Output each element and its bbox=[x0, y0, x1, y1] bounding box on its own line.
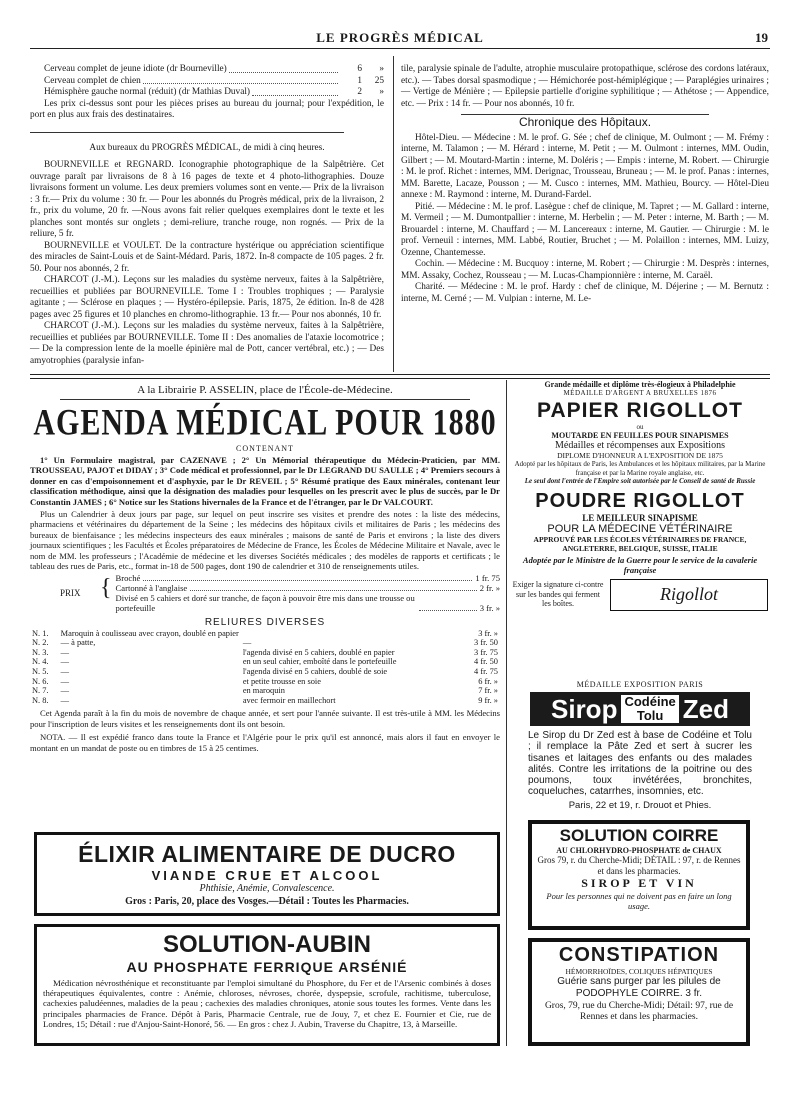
reliure-cell: et petite trousse en soie bbox=[242, 676, 321, 686]
rigollot-medailles: Médailles et récompenses aux Expositions bbox=[555, 440, 725, 451]
book-listing: CHARCOT (J.-M.). Leçons sur les maladies du système nerveux, faites à la Salpêtrière, recueillies et publiées par BOURNEVILLE. Tome I : Troubles trophiques ; — Paralysie agitante ; — Sclérose en plaques ; — Hystéro-épilepsie. Paris, 1875, 2e édition. In-8 de 428 pages avec 25 figures et 10 planches en chromo-lithographie. 13 fr.— Pour nos abonnés, 10 fr. bbox=[30, 275, 384, 320]
reliure-cell: — bbox=[60, 676, 70, 686]
top-right-column bbox=[401, 64, 769, 372]
constipation-address: Gros, 79, rue du Cherche-Midi; Détail: 97, rue de Rennes et dans les pharmacies. bbox=[544, 1001, 734, 1022]
reliure-row bbox=[30, 638, 500, 648]
price-line: Hémisphère gauche normal (réduit) (dr Mathias Duval) 2 » bbox=[44, 87, 384, 97]
rigollot-russie: Le seul dont l'entrée de l'Empire soit autorisée par le Conseil de santé de Russie bbox=[524, 477, 756, 485]
aubin-text: Médication névrosthénique et reconstituante par l'emploi simultané du Phosphore, du Fer et de l'Arsenic combinés à doses thérapeutiques équivalentes, contre : Anémie, chloroses, névroses, chorée, dyspepsie, scrofule, rachitisme, tuberculose, cachexies paludéennes, maladies de la peau ; cachexies des maladies chroniques, atonie sous toutes les formes. Vente dans les principales pharmacies de France. Dépôt à Paris, Pharmacie Centrale, rue de Jouy, 7, et chez E. Fournier et Cie, rue de Londres, 15; Détail : rue d'Anjou-Saint-Honoré, 56. — En gros : chez J. Aubin, Traverse du Chapitre, 13, à Marseille. bbox=[43, 978, 491, 1029]
book-listing: BOURNEVILLE et VOULET. De la contracture hystérique ou appréciation scientifique des miracles de Saint-Louis et de Saint-Médard. Paris, 1872. In-8 compacte de 105 pages. 2 fr. 50. Pour nos abonnés, 2 fr. bbox=[30, 240, 384, 274]
book-listing: BOURNEVILLE et REGNARD. Iconographie photographique de la Salpêtrière. Cet ouvrage paraît par livraisons de 8 à 16 pages de texte et 4 photo-lithographies. Douze livraisons forment un volume. Les deux premiers volumes sont en vente.— Prix de la livraison : 3 fr.— Prix du volume : 30 fr. — Pour les abonnés du Progrès médical, prix de la livraison, 2 fr., prix du volume, 20 fr. —Nous avons fait relier quelques exemplaires dont le texte et les planches sont montés sur onglets ; demi-reliure, tranche rouge, non rognés. — Prix de la reliure, 5 fr. bbox=[30, 160, 384, 239]
rigollot-ou: ou bbox=[636, 423, 644, 431]
brace-icon: { bbox=[100, 575, 112, 602]
sirop-address: Paris, 22 et 19, r. Drouot et Phies. bbox=[568, 799, 712, 811]
aubin-ad bbox=[34, 924, 500, 1046]
rigollot-approuve: APPROUVÉ PAR LES ÉCOLES VÉTÉRINAIRES DE FRANCE, ANGLETERRE, BELGIQUE, SUISSE, ITALIE bbox=[533, 534, 747, 553]
reliure-cell: l'agenda divisé en 5 cahiers, doublé de soie bbox=[242, 667, 388, 677]
page-number: 19 bbox=[755, 30, 768, 45]
reliure-cell: N. 6. bbox=[32, 676, 49, 686]
prices-note: Les prix ci-dessus sont pour les pièces prises au bureau du journal; pour l'expédition, le port en plus aux frais des destinataires. bbox=[30, 98, 384, 120]
column-divider bbox=[506, 380, 507, 1046]
ducro-sub: VIANDE CRUE ET ALCOOL bbox=[151, 868, 383, 883]
prix-block bbox=[30, 574, 500, 613]
papier-rigollot: PAPIER RIGOLLOT bbox=[537, 399, 743, 422]
bureaux-line: Aux bureaux du PROGRÈS MÉDICAL, de midi à cinq heures. bbox=[89, 142, 325, 153]
rigollot-signature-block bbox=[512, 579, 768, 611]
coirre-note: Pour les personnes qui ne doivent pas en faire un long usage. bbox=[546, 891, 732, 911]
reliure-cell: 3 fr. 75 bbox=[474, 647, 498, 657]
reliure-cell: — à patte, bbox=[60, 638, 96, 648]
column-divider bbox=[393, 56, 394, 372]
rigollot-adopte: Adopté par les hôpitaux de Paris, les Ambulances et les hôpitaux militaires, par la Marine française et par la Marine royale anglaise, etc. bbox=[514, 460, 766, 477]
reliure-row bbox=[30, 686, 500, 696]
section-divider bbox=[30, 374, 770, 379]
reliure-cell: 6 fr. » bbox=[478, 676, 498, 686]
page-header bbox=[30, 26, 770, 49]
reliure-cell: 4 fr. 50 bbox=[474, 657, 498, 667]
hospital-listing: Pitié. — Médecine : M. le prof. Lasègue : chef de clinique, M. Tapret ; — M. Gallard : interne, M. Vermeil ; — M. Dumontpallier : interne, M. Herbelin ; — M. Peter : interne, M. Barth ; — M. Brouardel : interne, M. Chauffard ; — M. Lancereaux : interne, M. Gautier. — Chirurgie : M. le prof. Verneuil : internes, MM. Labbé, Routier, Bruchet ; — M. Polaillon : internes, MM. Luizy, Ozenne, Chantemesse. bbox=[401, 201, 769, 258]
sirop-brand-center: Codéine Tolu bbox=[621, 695, 678, 723]
divider bbox=[30, 132, 344, 133]
coirre-ad bbox=[528, 820, 750, 930]
coirre-sirop: SIROP ET VIN bbox=[581, 876, 697, 890]
sirop-medal: MÉDAILLE EXPOSITION PARIS bbox=[576, 680, 704, 689]
reliures-title: RELIURES DIVERSES bbox=[204, 616, 326, 628]
prix-row: Divisé en 5 cahiers et doré sur tranche, de façon à pouvoir être mis dans une trousse ou portefeuille 3 fr. » bbox=[115, 593, 500, 613]
continued-text: tile, paralysie spinale de l'adulte, atrophie musculaire protopathique, sclérose des cordons latéraux, etc.). — Tabes dorsal spasmodique ; — Hémichorée post-hémiplégique ; — Paraplégies urinaires ; — Vertige de Ménière ; — Epilepsie partielle d'origine syphilitique ; — Athétose ; — Appendice, etc. — Prix : 14 fr. — Pour nos abonnés, 10 fr. bbox=[401, 64, 769, 109]
librairie-line: A la Librairie P. ASSELIN, place de l'École-de-Médecine. bbox=[137, 384, 393, 396]
rigollot-award: Grande médaille et diplôme très-élogieux à Philadelphie bbox=[544, 380, 736, 389]
divider bbox=[60, 399, 470, 400]
hospital-listing: Cochin. — Médecine : M. Bucquoy : interne, M. Robert ; — Chirurgie : M. Desprès : internes, MM. Assaky, Cochez, Rousseau ; — M. Lucas-Championnière : interne, M. Caraël. bbox=[401, 259, 769, 281]
reliure-cell: — bbox=[60, 657, 70, 667]
poudre-rigollot: POUDRE RIGOLLOT bbox=[535, 489, 745, 512]
reliure-row bbox=[30, 629, 500, 639]
reliure-cell: Maroquin à coulisseau avec crayon, doublé en papier bbox=[60, 628, 239, 638]
agenda-contents: 1° Un Formulaire magistral, par CAZENAVE ; 2° Un Mémorial thérapeutique du Médecin-Praticien, par MM. TROUSSEAU, PAJOT et DIDAY ; 3° Code médical et professionnel, par le Dr LEGRAND DU SAULLE ; 4° Premiers secours à donner en cas d'empoisonnement et d'asphyxie, par le Dr REVEIL ; 5° Résumé pratique des Eaux minérales, contenant leur classification méthodique, ainsi que la désignation des maladies pour lesquelles on les prescrit avec le plus de succès, par le Dr Constantin JAMES ; 6° Notice sur les Stations hivernales de la France et de l'étranger, par le Dr VALCOURT. bbox=[30, 455, 500, 507]
reliure-cell: — bbox=[242, 638, 252, 648]
sirop-zed-ad bbox=[512, 680, 768, 812]
constipation-title: CONSTIPATION bbox=[558, 944, 720, 966]
reliure-cell: 3 fr. » bbox=[478, 628, 498, 638]
reliure-row bbox=[30, 648, 500, 658]
reliure-cell: N. 1. bbox=[32, 628, 49, 638]
reliure-row bbox=[30, 657, 500, 667]
sirop-text: Le Sirop du Dr Zed est à base de Codéine et Tolu ; il remplace la Pâte Zed et sert à sucrer les tisanes et laitages des enfants ou des malades alités. Contre les irritations de la poitrine ou des poumons, toux invétérées, bronchites, coqueluches, catarrhes, insomnies, etc. bbox=[528, 730, 752, 798]
rigollot-signature: Rigollot bbox=[610, 579, 768, 611]
ducro-address: Gros : Paris, 20, place des Vosges.—Détail : Toutes les Pharmacies. bbox=[125, 896, 409, 907]
constipation-ad bbox=[528, 938, 750, 1046]
reliure-cell: l'agenda divisé en 5 cahiers, doublé en papier bbox=[242, 647, 395, 657]
reliure-row bbox=[30, 667, 500, 677]
agenda-title: AGENDA MÉDICAL POUR 1880 bbox=[33, 401, 497, 443]
book-listing: CHARCOT (J.-M.). Leçons sur les maladies du système nerveux, faites à la Salpêtrière, recueillies et publiées par BOURNEVILLE. Tome II : Des anomalies de l'ataxie locomotrice ; — De la compression lente de la moelle épinière mal de Pott, cancer vertébral, etc.) ; — Des amyotrophies (paralysie infan- bbox=[30, 321, 384, 366]
top-left-column bbox=[30, 64, 384, 366]
reliure-cell: — bbox=[60, 667, 70, 677]
reliure-cell: avec fermoir en maillechort bbox=[242, 695, 336, 705]
rigollot-ad bbox=[512, 380, 768, 670]
reliure-cell: 9 fr. » bbox=[478, 695, 498, 705]
reliure-cell bbox=[241, 629, 461, 639]
chronique-title: Chronique des Hôpitaux. bbox=[518, 115, 652, 129]
rigollot-sinapisme: LE MEILLEUR SINAPISME bbox=[582, 512, 698, 523]
rigollot-exiger: Exiger la signature ci-contre sur les bandes qui ferment les boîtes. bbox=[512, 580, 604, 609]
reliure-cell: 3 fr. 50 bbox=[474, 638, 498, 648]
reliure-cell: en maroquin bbox=[242, 686, 285, 696]
price-line: Cerveau complet de chien 1 25 bbox=[44, 75, 384, 86]
hospital-listing: Charité. — Médecine : M. le prof. Hardy : chef de clinique, M. Déjerine ; — M. Bernutz : interne, M. Cerné ; — M. Vulpian : interne, M. Le- bbox=[401, 282, 769, 304]
reliure-cell: N. 7. bbox=[32, 686, 49, 696]
reliure-cell: N. 8. bbox=[32, 695, 49, 705]
agenda-calendar: Plus un Calendrier à deux jours par page, sur lequel on peut inscrire ses visites et prendre des notes : la liste des médecins, pharmaciens et vétérinaires du département de la Seine ; les médecins des hôpitaux civils et militaires de Paris ; les médecins des bureaux de bienfaisance ; les médecins inspecteurs des eaux minérales ; maisons de santé de Paris et environs ; la liste des divers journaux scientifiques ; les Facultés et Écoles préparatoires de Médecine de France, les Écoles de Médecine Militaire et Navale, avec le nom de MM. les professeurs ; l'Académie de médecine et les diverses Sociétés médicales ; des modèles de rapports et certificats ; le tableau des rues de Paris, etc., format in-18 de 500 pages, dont 190 de calendrier et 310 de renseignements utiles. bbox=[30, 509, 500, 572]
aubin-title: SOLUTION-AUBIN bbox=[163, 931, 371, 958]
reliure-cell: — bbox=[60, 647, 70, 657]
reliure-cell: 7 fr. » bbox=[478, 686, 498, 696]
reliures-table bbox=[30, 629, 500, 706]
ducro-ad bbox=[34, 832, 500, 916]
reliure-cell: N. 2. bbox=[32, 638, 49, 648]
agenda-nota: NOTA. — Il est expédié franco dans toute la France et l'Algérie pour le prix qu'il est annoncé, mais alors il faut en envoyer le montant en un mandat de poste ou en timbres de 15 à 25 centimes. bbox=[30, 732, 500, 753]
reliure-cell: en un seul cahier, emboîté dans le portefeuille bbox=[242, 657, 397, 667]
journal-title: LE PROGRÈS MÉDICAL bbox=[316, 30, 484, 45]
rigollot-veterinaire: POUR LA MÉDECINE VÉTÉRINAIRE bbox=[547, 522, 733, 535]
coirre-sub: AU CHLORHYDRO-PHOSPHATE de CHAUX bbox=[556, 846, 722, 855]
coirre-title: SOLUTION COIRRE bbox=[559, 826, 719, 845]
ducro-diseases: Phthisie, Anémie, Convalescence. bbox=[199, 883, 335, 894]
prix-row: Broché 1 fr. 75 bbox=[115, 573, 500, 584]
contenant-label: CONTENANT bbox=[236, 444, 294, 453]
reliure-cell: — bbox=[60, 686, 70, 696]
price-list bbox=[30, 64, 384, 99]
rigollot-diplome: DIPLOME D'HONNEUR A L'EXPOSITION DE 1875 bbox=[557, 451, 723, 460]
reliure-cell: 4 fr. 75 bbox=[474, 667, 498, 677]
reliure-row bbox=[30, 677, 500, 687]
constipation-text: Guérie sans purger par les pilules de PODOPHYLE COIRRE. 3 fr. bbox=[557, 976, 721, 999]
reliure-cell: N. 4. bbox=[32, 657, 49, 667]
reliure-cell: N. 5. bbox=[32, 667, 49, 677]
constipation-sub: HÉMORRHOÏDES, COLIQUES HÉPATIQUES bbox=[565, 967, 713, 976]
agenda-note: Cet Agenda paraît à la fin du mois de novembre de chaque année, et sert pour l'année suivante. Il est très-utile à MM. les Médecins pour l'inscription de leurs visites et les renseignements dont ils ont besoin. bbox=[30, 708, 500, 729]
ducro-title: ÉLIXIR ALIMENTAIRE DE DUCRO bbox=[78, 841, 456, 867]
rigollot-moutarde: MOUTARDE EN FEUILLES POUR SINAPISMES bbox=[551, 431, 729, 440]
reliure-row bbox=[30, 696, 500, 706]
rigollot-cavalerie: Adoptée par le Ministre de la Guerre pour le service de la cavalerie française bbox=[522, 554, 758, 575]
agenda-ad bbox=[30, 380, 500, 828]
hospital-listing: Hôtel-Dieu. — Médecine : M. le prof. G. Sée ; chef de clinique, M. Oulmont ; — M. Frémy : interne, M. Talamon ; — M. Hérard : interne, M. Petit ; — M. Oulmont : internes, MM. Oudin, Gilbert ; — M. Moutard-Martin : interne, M. Doléris ; — Empis : interne, M. Robert. — Chirurgie : M. le prof. Richet : internes, MM. Derignac, Trousseau, Bruneau ; — M. le prof. Panas : internes, MM. Barette, Lacaze, Pousson ; — M. Cusco : internes, MM. Mathieu, Bourcy. — Hôtel-Dieu annexe : M. Raymond : interne, M. Durand-Fardel. bbox=[401, 132, 769, 200]
prix-label: PRIX bbox=[60, 588, 81, 599]
price-line: Cerveau complet de jeune idiote (dr Bourneville) 6 » bbox=[44, 64, 384, 74]
prix-row: Cartonné à l'anglaise 2 fr. » bbox=[115, 583, 500, 594]
sirop-brand: Sirop Codéine Tolu Zed bbox=[530, 692, 750, 726]
reliure-cell: N. 3. bbox=[32, 647, 49, 657]
reliure-cell: — bbox=[60, 695, 70, 705]
rigollot-medal: MÉDAILLE D'ARGENT A BRUXELLES 1876 bbox=[563, 389, 717, 397]
aubin-sub: AU PHOSPHATE FERRIQUE ARSÉNIÉ bbox=[126, 959, 408, 975]
coirre-address: Gros 79, r. du Cherche-Midi; DÉTAIL : 97, r. de Rennes et dans les pharmacies. bbox=[537, 855, 741, 876]
